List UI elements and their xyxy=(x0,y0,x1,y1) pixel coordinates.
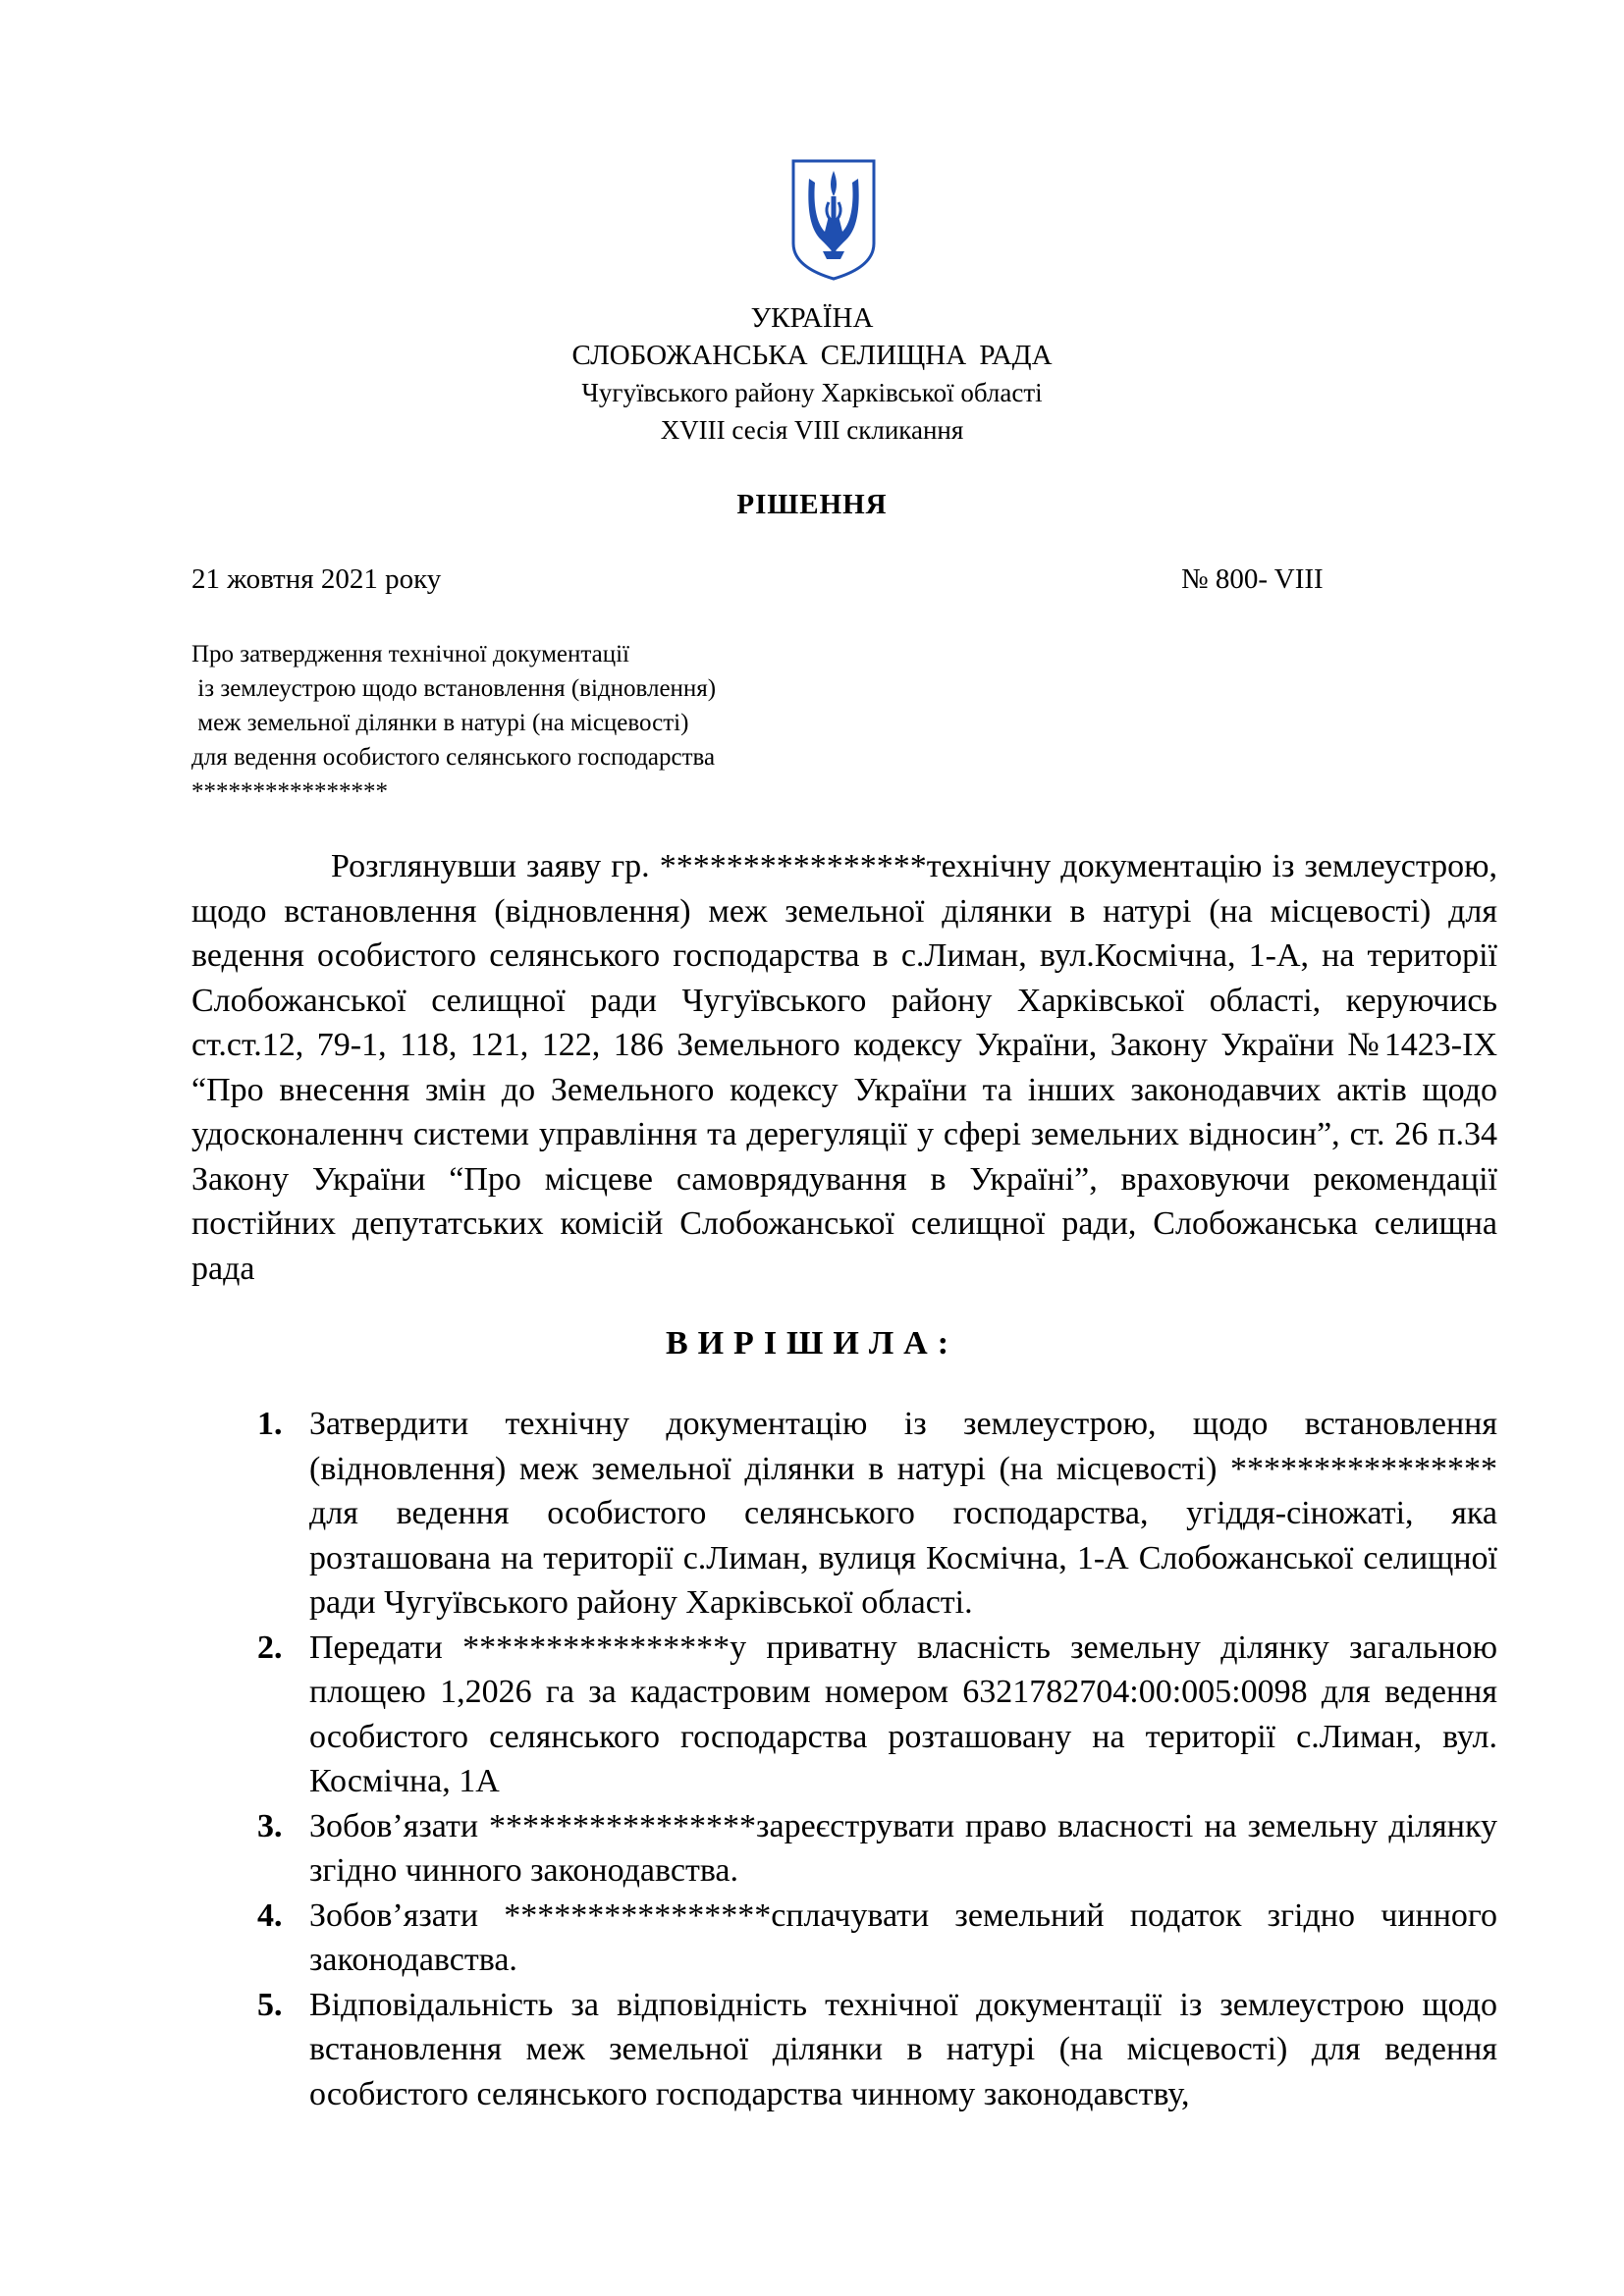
decision-subject xyxy=(191,637,716,809)
decision-item xyxy=(255,1804,1497,1894)
decision-date: 21 жовтня 2021 року xyxy=(191,563,442,595)
item-text: Передати ****************у приватну власність земельну ділянку загальною площею 1,2026 га за кадастровим номером 6321782704:00:005:0098 для ведення особистого селянського господарства розташовану на території с.Лиман, вул. Космічна, 1А xyxy=(309,1629,1497,1799)
council-name: СЛОБОЖАНСЬКА СЕЛИЩНА РАДА xyxy=(571,340,1053,371)
item-text: Зобов’язати ****************зареєструвати право власності на земельну ділянку згідно чинного законодавства. xyxy=(309,1807,1497,1889)
preamble-text: Розглянувши заяву гр. ****************технічну документацію із землеустрою, щодо встановлення (відновлення) меж земельної ділянки в натурі (на місцевості) для ведення особистого селянського господарства в с.Лиман, вул.Космічна, 1-А, на території Слобожанської селищної ради Чугуївського району Харківської області, керуючись ст.ст.12, 79-1, 118, 121, 122, 186 Земельного кодексу України, Закону України №1423-IX “Про внесення змін до Земельного кодексу України та інших законодавчих актів щодо удосконаленнч системи управління та дерегуляції у сфері земельних відносин”, ст. 26 п.34 Закону України “Про місцеве самоврядування в Україні”, враховуючи рекомендації постійних депутатських комісій Слобожанської селищної ради, Слобожанська селищна рада xyxy=(191,848,1497,1287)
preamble xyxy=(191,844,1497,1291)
subject-line: **************** xyxy=(191,778,388,805)
subject-line: для ведення особистого селянського господарства xyxy=(191,744,716,771)
item-text: Зобов’язати ****************сплачувати земельний податок згідно чинного законодавства. xyxy=(309,1896,1497,1978)
item-number: 2. xyxy=(257,1629,283,1666)
item-number: 1. xyxy=(257,1406,283,1442)
country-name: УКРАЇНА xyxy=(750,302,874,334)
session-name: XVIII сесія VIII скликання xyxy=(660,415,964,445)
decided-heading: ВИРІШИЛА: xyxy=(665,1325,959,1362)
decision-item xyxy=(255,1626,1497,1804)
item-text: Відповідальність за відповідність технічної документації із землеустрою щодо встановлення меж земельної ділянки в натурі (на місцевості) для ведення особистого селянського господарства чинному законодавству, xyxy=(309,1986,1497,2112)
document-title: РІШЕННЯ xyxy=(736,489,888,520)
decision-items xyxy=(255,1402,1497,2116)
item-text: Затвердити технічну документацію із землеустрою, щодо встановлення (відновлення) меж земельної ділянки в натурі (на місцевості) **************** для ведення особистого селянського господарства, угіддя-сіножаті, яка розташована на території с.Лиман, вулиця Космічна, 1-А Слобожанської селищної ради Чугуївського району Харківської області. xyxy=(309,1406,1497,1621)
subject-line: із землеустрою щодо встановлення (відновлення) xyxy=(191,675,717,702)
coat-of-arms-trident-icon xyxy=(789,157,878,283)
subject-line: Про затвердження технічної документації xyxy=(191,641,629,667)
decision-number: № 800- VIII xyxy=(1181,563,1324,595)
item-number: 4. xyxy=(257,1896,283,1934)
decision-item xyxy=(255,1983,1497,2117)
subject-line: меж земельної ділянки в натурі (на місцевості) xyxy=(191,710,689,736)
district-name: Чугуївського району Харківської області xyxy=(581,378,1043,407)
decision-item xyxy=(255,1402,1497,1626)
item-number: 5. xyxy=(257,1986,283,2023)
item-number: 3. xyxy=(257,1807,283,1844)
decision-item xyxy=(255,1894,1497,1983)
document-header xyxy=(0,299,1624,449)
